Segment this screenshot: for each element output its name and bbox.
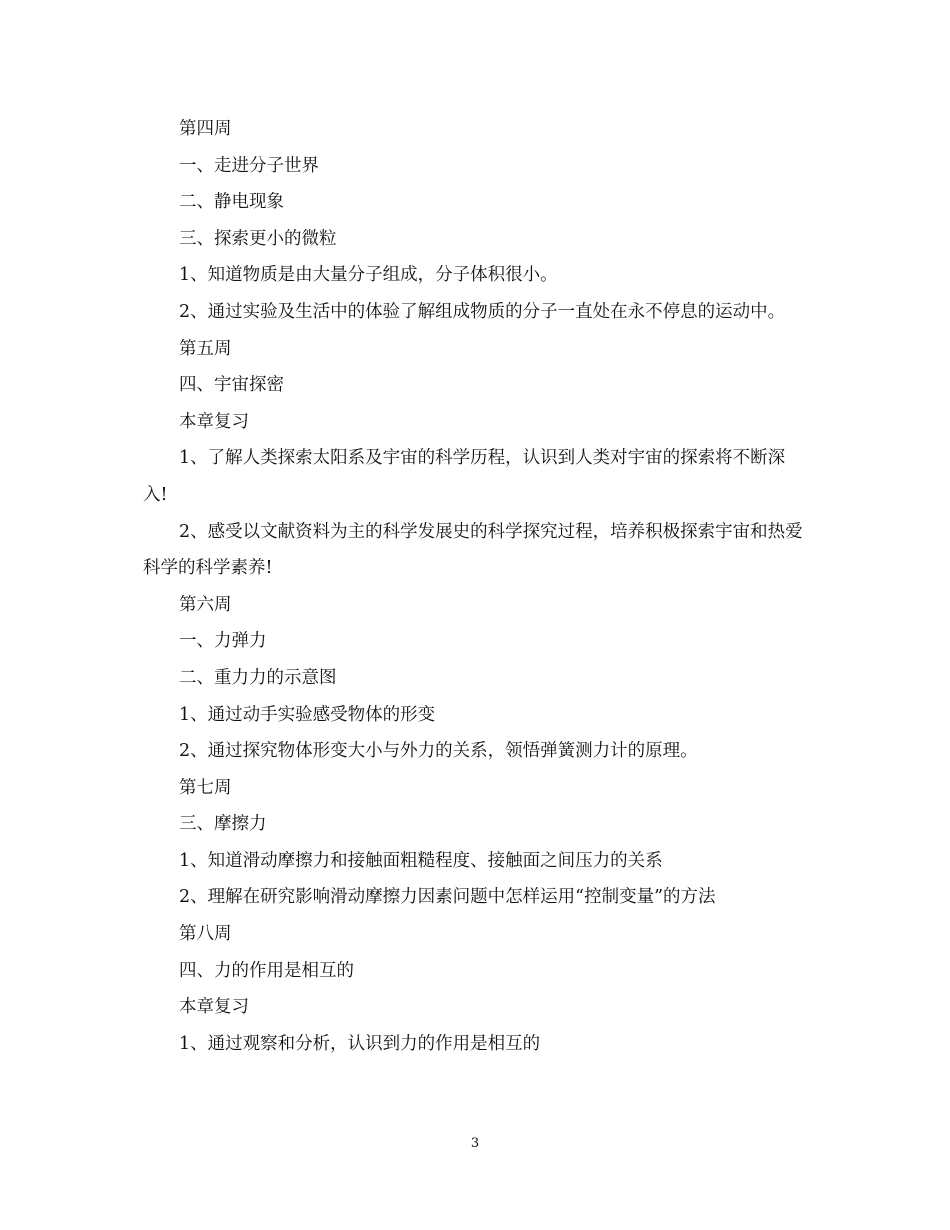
section-title: 二、静电现象 — [179, 192, 284, 213]
objective-item: 1、通过观察和分析，认识到力的作用是相互的 — [179, 1033, 541, 1054]
document-body — [143, 111, 808, 1062]
heading-week-4: 第四周 — [179, 119, 232, 139]
page-number: 3 — [470, 1136, 480, 1151]
objective-item: 1、知道物质是由大量分子组成，分子体积很小。 — [179, 265, 558, 286]
objective-item: 2、通过实验及生活中的体验了解组成物质的分子一直处在永不停息的运动中。 — [179, 301, 786, 322]
chapter-review: 本章复习 — [179, 411, 249, 432]
section-title: 一、走进分子世界 — [179, 155, 319, 176]
objective-item: 2、理解在研究影响滑动摩擦力因素问题中怎样运用“控制变量”的方法 — [179, 887, 716, 908]
heading-week-7: 第七周 — [179, 777, 232, 798]
chapter-review: 本章复习 — [179, 997, 249, 1018]
heading-week-5: 第五周 — [179, 338, 232, 359]
objective-item: 1、通过动手实验感受物体的形变 — [179, 704, 436, 725]
section-title: 一、力弹力 — [179, 631, 267, 652]
section-title: 三、摩擦力 — [179, 814, 267, 835]
objective-item: 1、了解人类探索太阳系及宇宙的科学历程，认识到人类对宇宙的探索将不断深入! — [143, 448, 786, 505]
objective-item: 2、感受以文献资料为主的科学发展史的科学探究过程，培养积极探索宇宙和热爱科学的科学素养! — [143, 521, 803, 579]
section-title: 二、重力力的示意图 — [179, 667, 337, 688]
heading-week-6: 第六周 — [179, 594, 232, 615]
section-title: 四、力的作用是相互的 — [179, 960, 354, 981]
section-title: 三、探索更小的微粒 — [179, 228, 337, 249]
heading-week-8: 第八周 — [179, 924, 232, 945]
objective-item: 1、知道滑动摩擦力和接触面粗糙程度、接触面之间压力的关系 — [179, 850, 663, 871]
section-title: 四、宇宙探密 — [179, 375, 284, 396]
objective-item: 2、通过探究物体形变大小与外力的关系，领悟弹簧测力计的原理。 — [179, 741, 698, 762]
